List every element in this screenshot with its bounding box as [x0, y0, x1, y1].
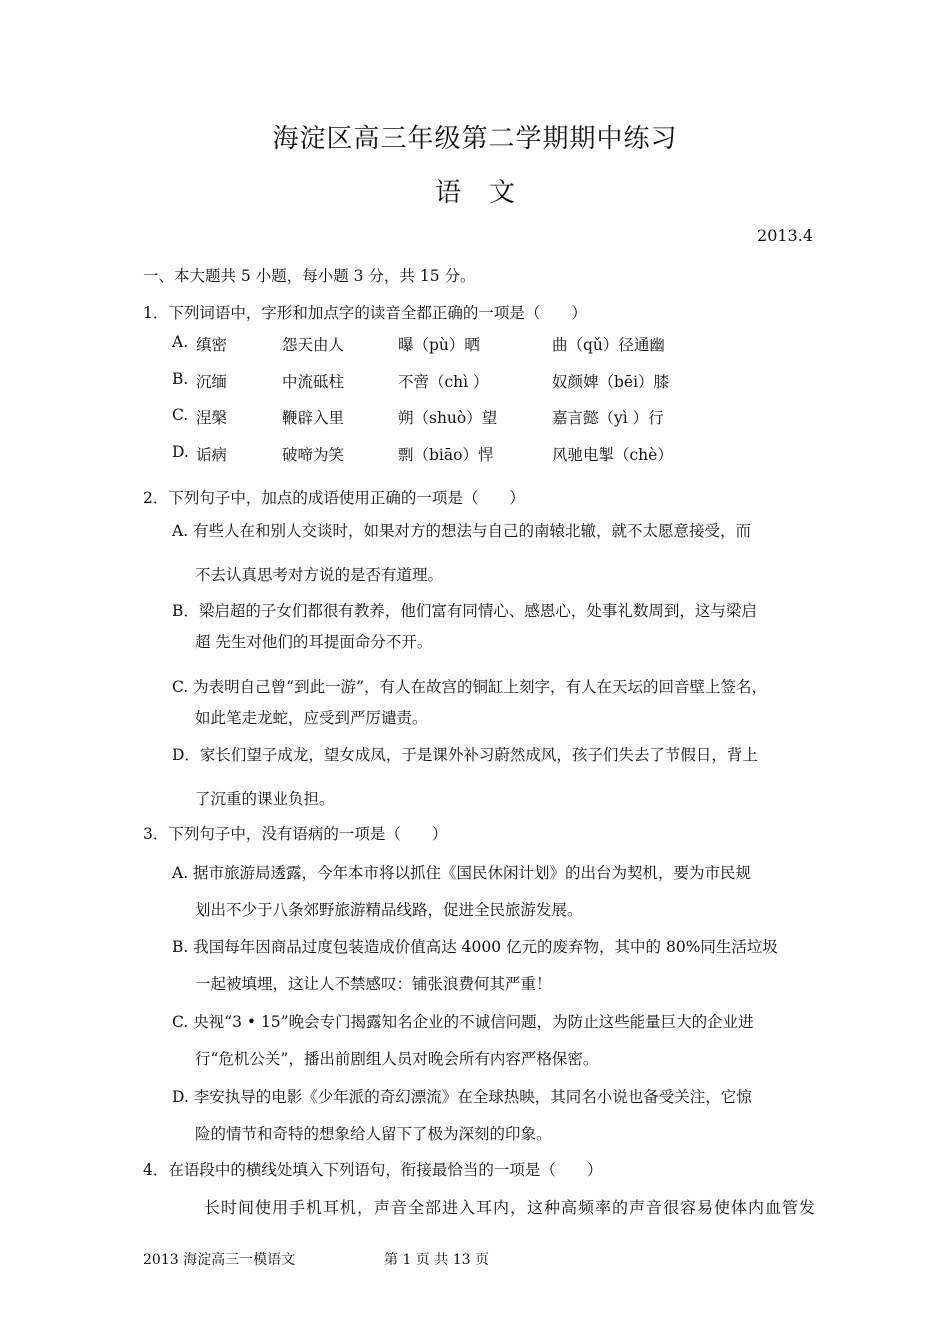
option-word: 曲（qǔ）径通幽 [552, 336, 665, 354]
question-3-option-c-line-2: 行“危机公关”，播出前剧组人员对晚会所有内容严格保密。 [195, 1050, 599, 1068]
question-2-option-c-line-2: 如此笔走龙蛇，应受到严厉谴责。 [195, 709, 428, 727]
question-3-option-b-line-2: 一起被填埋，这让人不禁感叹：铺张浪费何其严重！ [195, 975, 552, 993]
option-letter: C. [172, 406, 189, 424]
exam-date: 2013.4 [757, 226, 813, 245]
option-word: 破啼为笑 [282, 446, 345, 464]
question-3-option-d-line-2: 险的情节和奇特的想象给人留下了极为深刻的印象。 [195, 1125, 552, 1143]
option-word: 怨天由人 [282, 336, 345, 354]
option-word: 风驰电掣（chè） [552, 446, 673, 464]
question-2-option-a-line-1: A. 有些人在和别人交谈时，如果对方的想法与自己的南辕北辙，就不太愿意接受，而 [172, 522, 752, 540]
question-1-stem: 1．下列词语中，字形和加点字的读音全都正确的一项是（ ） [143, 304, 587, 322]
option-word: 剽（biāo）悍 [398, 446, 494, 464]
question-1-option-c [172, 406, 664, 428]
footer-exam-name: 2013 海淀高三一模语文 [143, 1252, 296, 1268]
question-4-stem: 4．在语段中的横线处填入下列语句，衔接最恰当的一项是（ ） [143, 1161, 603, 1179]
subject-title: 语文 [434, 178, 543, 208]
question-2-option-c-line-1: C. 为表明自己曾“到此一游”，有人在故宫的铜缸上刻字，有人在天坛的回音壁上签名， [172, 678, 768, 696]
option-word: 缜密 [196, 336, 228, 354]
option-word: 诟病 [196, 446, 228, 464]
option-word: 涅槃 [196, 409, 228, 427]
question-2-option-a-line-2: 不去认真思考对方说的是否有道理。 [195, 566, 444, 584]
option-word: 鞭辟入里 [282, 409, 345, 427]
question-1-option-a [172, 333, 665, 355]
section-heading: 一、本大题共 5 小题，每小题 3 分，共 15 分。 [143, 267, 476, 285]
question-4-passage: 长时间使用手机耳机，声音全部进入耳内，这种高频率的声音很容易使体内血管发 [204, 1198, 817, 1217]
option-word: 嘉言懿（yì ）行 [552, 409, 664, 427]
page-title: 海淀区高三年级第二学期期中练习 [272, 124, 678, 154]
option-letter: D. [172, 443, 189, 461]
question-2-option-b-line-2: 超 先生对他们的耳提面命分不开。 [195, 633, 433, 651]
question-2-stem: 2．下列句子中，加点的成语使用正确的一项是（ ） [143, 489, 525, 507]
question-1-option-d [172, 443, 673, 465]
option-word: 中流砥柱 [282, 373, 345, 391]
question-1-option-b [172, 370, 669, 392]
question-3-option-a-line-1: A. 据市旅游局透露，今年本市将以抓住《国民休闲计划》的出台为契机，要为市民规 [172, 864, 752, 882]
question-3-option-a-line-2: 划出不少于八条郊野旅游精品线路，促进全民旅游发展。 [195, 901, 583, 919]
question-2-option-d-line-1: D．家长们望子成龙，望女成凤，于是课外补习蔚然成风，孩子们失去了节假日，背上 [172, 746, 758, 764]
option-word: 沉缅 [196, 373, 228, 391]
option-word: 不啻（chì ） [398, 373, 489, 391]
option-letter: B. [172, 370, 189, 388]
question-3-stem: 3．下列句子中，没有语病的一项是（ ） [143, 825, 448, 843]
question-2-option-d-line-2: 了沉重的课业负担。 [195, 790, 335, 808]
option-word: 曝（pù）晒 [398, 336, 480, 354]
question-2-option-b-line-1: B．梁启超的子女们都很有教养，他们富有同情心、感恩心，处事礼数周到，这与梁启 [172, 602, 757, 620]
footer-page-number: 第 1 页 共 13 页 [384, 1252, 489, 1268]
option-word: 朔（shuò）望 [398, 409, 498, 427]
option-letter: A. [172, 333, 189, 351]
option-word: 奴颜婢（bēi）膝 [552, 373, 670, 391]
question-3-option-b-line-1: B. 我国每年因商品过度包装造成价值高达 4000 亿元的废弃物，其中的 80%同生活垃圾 [172, 938, 778, 956]
question-3-option-c-line-1: C. 央视“3 • 15”晚会专门揭露知名企业的不诚信问题，为防止这些能量巨大的企业进 [172, 1013, 754, 1031]
question-3-option-d-line-1: D. 李安执导的电影《少年派的奇幻漂流》在全球热映，其同名小说也备受关注，它惊 [172, 1088, 752, 1106]
